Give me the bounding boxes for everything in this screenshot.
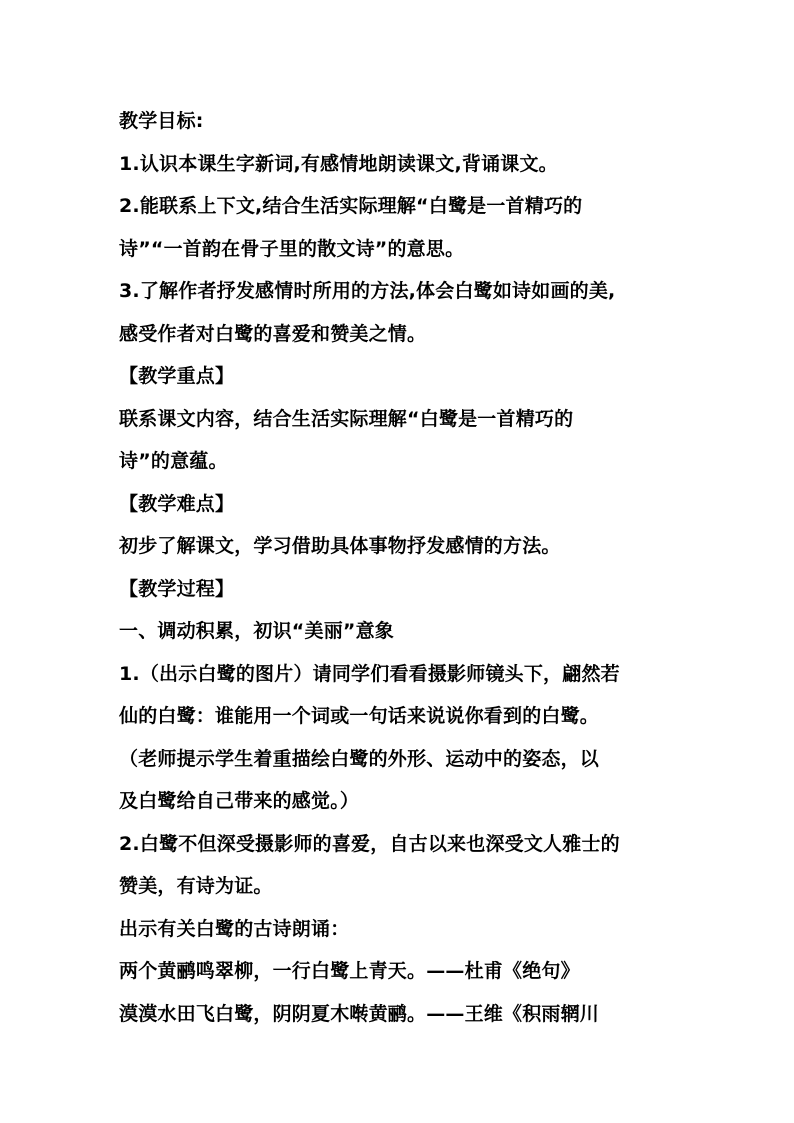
- section-heading-teaching-goals: 教学目标:: [119, 110, 204, 132]
- process-item-2-line-1: 2.白鹭不但深受摄影师的喜爱，自古以来也深受文人雅士的: [119, 832, 620, 855]
- process-item-2-line-2: 赞美，有诗为证。: [119, 875, 273, 897]
- goal-item-2-line-1: 2.能联系上下文,结合生活实际理解“白鹭是一首精巧的: [119, 195, 583, 217]
- poem-line-wang-wei: 漠漠水田飞白鹭，阴阴夏木啭黄鹂。——王维《积雨辋川: [119, 1002, 600, 1025]
- key-points-line-2: 诗”的意蕴。: [119, 450, 228, 472]
- section-heading-difficulties: 【教学难点】: [119, 492, 235, 515]
- teacher-note-line-2: 及白鹭给自己带来的感觉。）: [119, 790, 360, 812]
- poem-line-du-fu: 两个黄鹂鸣翠柳，一行白鹭上青天。——杜甫《绝句》: [119, 960, 580, 982]
- goal-item-2-line-2: 诗”“一首韵在骨子里的散文诗”的意思。: [119, 237, 465, 260]
- goal-item-1: 1.认识本课生字新词,有感情地朗读课文,背诵课文。: [119, 152, 558, 175]
- section-heading-process: 【教学过程】: [119, 577, 235, 600]
- teacher-note-line-1: （老师提示学生着重描绘白鹭的外形、运动中的姿态，以: [119, 747, 600, 770]
- document-body: [119, 100, 679, 1035]
- section-heading-key-points: 【教学重点】: [119, 365, 235, 387]
- key-points-line-1: 联系课文内容，结合生活实际理解“白鹭是一首精巧的: [119, 407, 574, 430]
- process-step-heading-1: 一、调动积累，初识“美丽”意象: [119, 620, 394, 642]
- goal-item-3-line-2: 感受作者对白鹭的喜爱和赞美之情。: [119, 322, 427, 345]
- poem-intro: 出示有关白鹭的古诗朗诵：: [119, 917, 350, 940]
- goal-item-3-line-1: 3.了解作者抒发感情时所用的方法,体会白鹭如诗如画的美,: [119, 280, 616, 302]
- difficulties-text: 初步了解课文，学习借助具体事物抒发感情的方法。: [119, 535, 561, 557]
- process-item-1-line-1: 1.（出示白鹭的图片）请同学们看看摄影师镜头下，翩然若: [119, 662, 620, 685]
- process-item-1-line-2: 仙的白鹭：谁能用一个词或一句话来说说你看到的白鹭。: [119, 705, 600, 727]
